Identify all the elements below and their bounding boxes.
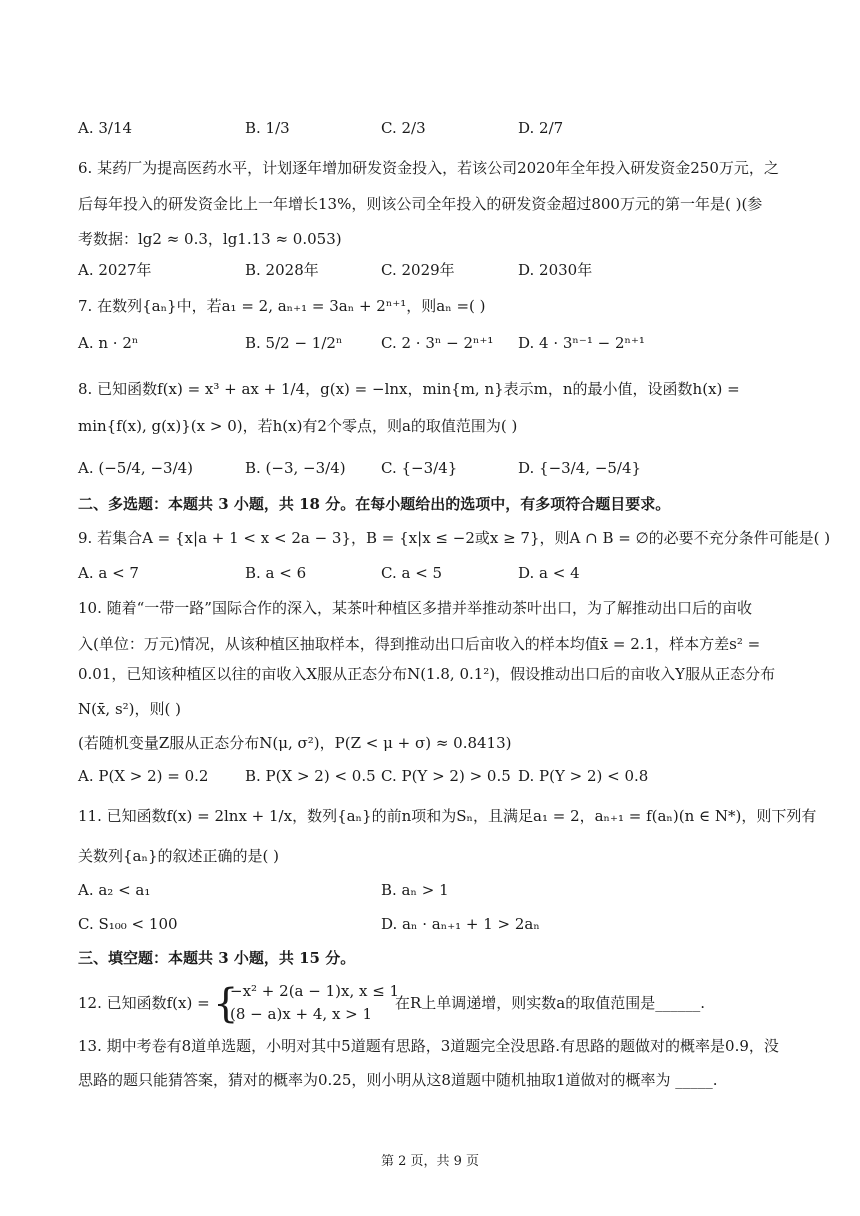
q9-option-b: B. a < 6 — [245, 564, 307, 582]
q8-option-d: D. {−3/4, −5/4} — [518, 459, 642, 477]
q7-line-1: 7. 在数列{aₙ}中，若a₁ = 2, aₙ₊₁ = 3aₙ + 2ⁿ⁺¹，则aₙ =( ) — [78, 297, 486, 315]
q13-line-1: 13. 期中考卷有8道单选题，小明对其中5道题有思路，3道题完全没思路.有思路的题做对的概率是0.9，没 — [78, 1037, 779, 1055]
q13-line-2: 思路的题只能猜答案，猜对的概率为0.25，则小明从这8道题中随机抽取1道做对的概率为 _____. — [78, 1071, 718, 1089]
q11-line-1: 11. 已知函数f(x) = 2lnx + 1/x，数列{aₙ}的前n项和为Sₙ，且满足a₁ = 2，aₙ₊₁ = f(aₙ)(n ∈ N*)，则下列有 — [78, 807, 817, 825]
q10-option-c: C. P(Y > 2) > 0.5 — [381, 767, 511, 785]
q5-option-b: B. 1/3 — [245, 119, 290, 137]
q8-option-c: C. {−3/4} — [381, 459, 458, 477]
q6-option-b: B. 2028年 — [245, 261, 319, 279]
q11-line-2: 关数列{aₙ}的叙述正确的是( ) — [78, 847, 279, 865]
q9-option-a: A. a < 7 — [78, 564, 139, 582]
section-fill-in-heading: 三、填空题：本题共 3 小题，共 15 分。 — [78, 949, 356, 967]
q6-option-a: A. 2027年 — [78, 261, 152, 279]
q12-case-2: (8 − a)x + 4, x > 1 — [230, 1005, 373, 1023]
q7-option-d: D. 4 · 3ⁿ⁻¹ − 2ⁿ⁺¹ — [518, 334, 645, 352]
q5-option-c: C. 2/3 — [381, 119, 426, 137]
q9-option-c: C. a < 5 — [381, 564, 443, 582]
q8-line-2: min{f(x), g(x)}(x > 0)，若h(x)有2个零点，则a的取值范围为( ) — [78, 417, 518, 435]
q10-line-1: 10. 随着“一带一路”国际合作的深入，某茶叶种植区多措并举推动茶叶出口，为了解推动出口后的亩收 — [78, 599, 752, 617]
q11-option-d: D. aₙ · aₙ₊₁ + 1 > 2aₙ — [381, 915, 540, 933]
q10-line-2: 入(单位：万元)情况，从该种植区抽取样本，得到推动出口后亩收入的样本均值x̄ = 2.1，样本方差s² = — [78, 635, 761, 653]
q11-option-c: C. S₁₀₀ < 100 — [78, 915, 178, 933]
q10-line-3: 0.01，已知该种植区以往的亩收入X服从正态分布N(1.8, 0.1²)，假设推动出口后的亩收入Y服从正态分布 — [78, 665, 776, 683]
q9-option-d: D. a < 4 — [518, 564, 580, 582]
q5-option-d: D. 2/7 — [518, 119, 564, 137]
q5-option-a: A. 3/14 — [78, 119, 133, 137]
q6-line-2: 后每年投入的研发资金比上一年增长13%，则该公司全年投入的研发资金超过800万元的第一年是( )(参 — [78, 195, 763, 213]
q10-line-4: N(x̄, s²)，则( ) — [78, 700, 182, 718]
q10-option-a: A. P(X > 2) = 0.2 — [78, 767, 209, 785]
q12-suffix: 在R上单调递增，则实数a的取值范围是______. — [395, 994, 706, 1012]
q6-line-1: 6. 某药厂为提高医药水平，计划逐年增加研发资金投入，若该公司2020年全年投入研发资金250万元，之 — [78, 159, 779, 177]
q12-prefix: 12. 已知函数f(x) = — [78, 994, 210, 1012]
q7-option-b: B. 5/2 − 1/2ⁿ — [245, 334, 343, 352]
q6-option-c: C. 2029年 — [381, 261, 455, 279]
q8-option-a: A. (−5/4, −3/4) — [78, 459, 194, 477]
q11-option-b: B. aₙ > 1 — [381, 881, 449, 899]
q8-line-1: 8. 已知函数f(x) = x³ + ax + 1/4，g(x) = −lnx，min{m, n}表示m，n的最小值，设函数h(x) = — [78, 380, 740, 398]
q10-option-b: B. P(X > 2) < 0.5 — [245, 767, 376, 785]
q10-option-d: D. P(Y > 2) < 0.8 — [518, 767, 649, 785]
q11-option-a: A. a₂ < a₁ — [78, 881, 151, 899]
q8-option-b: B. (−3, −3/4) — [245, 459, 346, 477]
q12-case-1: −x² + 2(a − 1)x, x ≤ 1 — [230, 982, 400, 1000]
page-footer: 第 2 页，共 9 页 — [380, 1154, 480, 1169]
section-multiple-choice-heading: 二、多选题：本题共 3 小题，共 18 分。在每小题给出的选项中，有多项符合题目要求。 — [78, 495, 671, 513]
q7-option-a: A. n · 2ⁿ — [78, 334, 139, 352]
q12-brace: { — [213, 981, 239, 1027]
q6-option-d: D. 2030年 — [518, 261, 593, 279]
q6-line-3: 考数据：lg2 ≈ 0.3，lg1.13 ≈ 0.053) — [78, 230, 342, 248]
q7-option-c: C. 2 · 3ⁿ − 2ⁿ⁺¹ — [381, 334, 494, 352]
q10-line-5: (若随机变量Z服从正态分布N(μ, σ²)，P(Z < μ + σ) ≈ 0.8413) — [78, 734, 512, 752]
q9-line-1: 9. 若集合A = {x|a + 1 < x < 2a − 3}，B = {x|x ≤ −2或x ≥ 7}，则A ∩ B = ∅的必要不充分条件可能是( ) — [78, 529, 831, 547]
